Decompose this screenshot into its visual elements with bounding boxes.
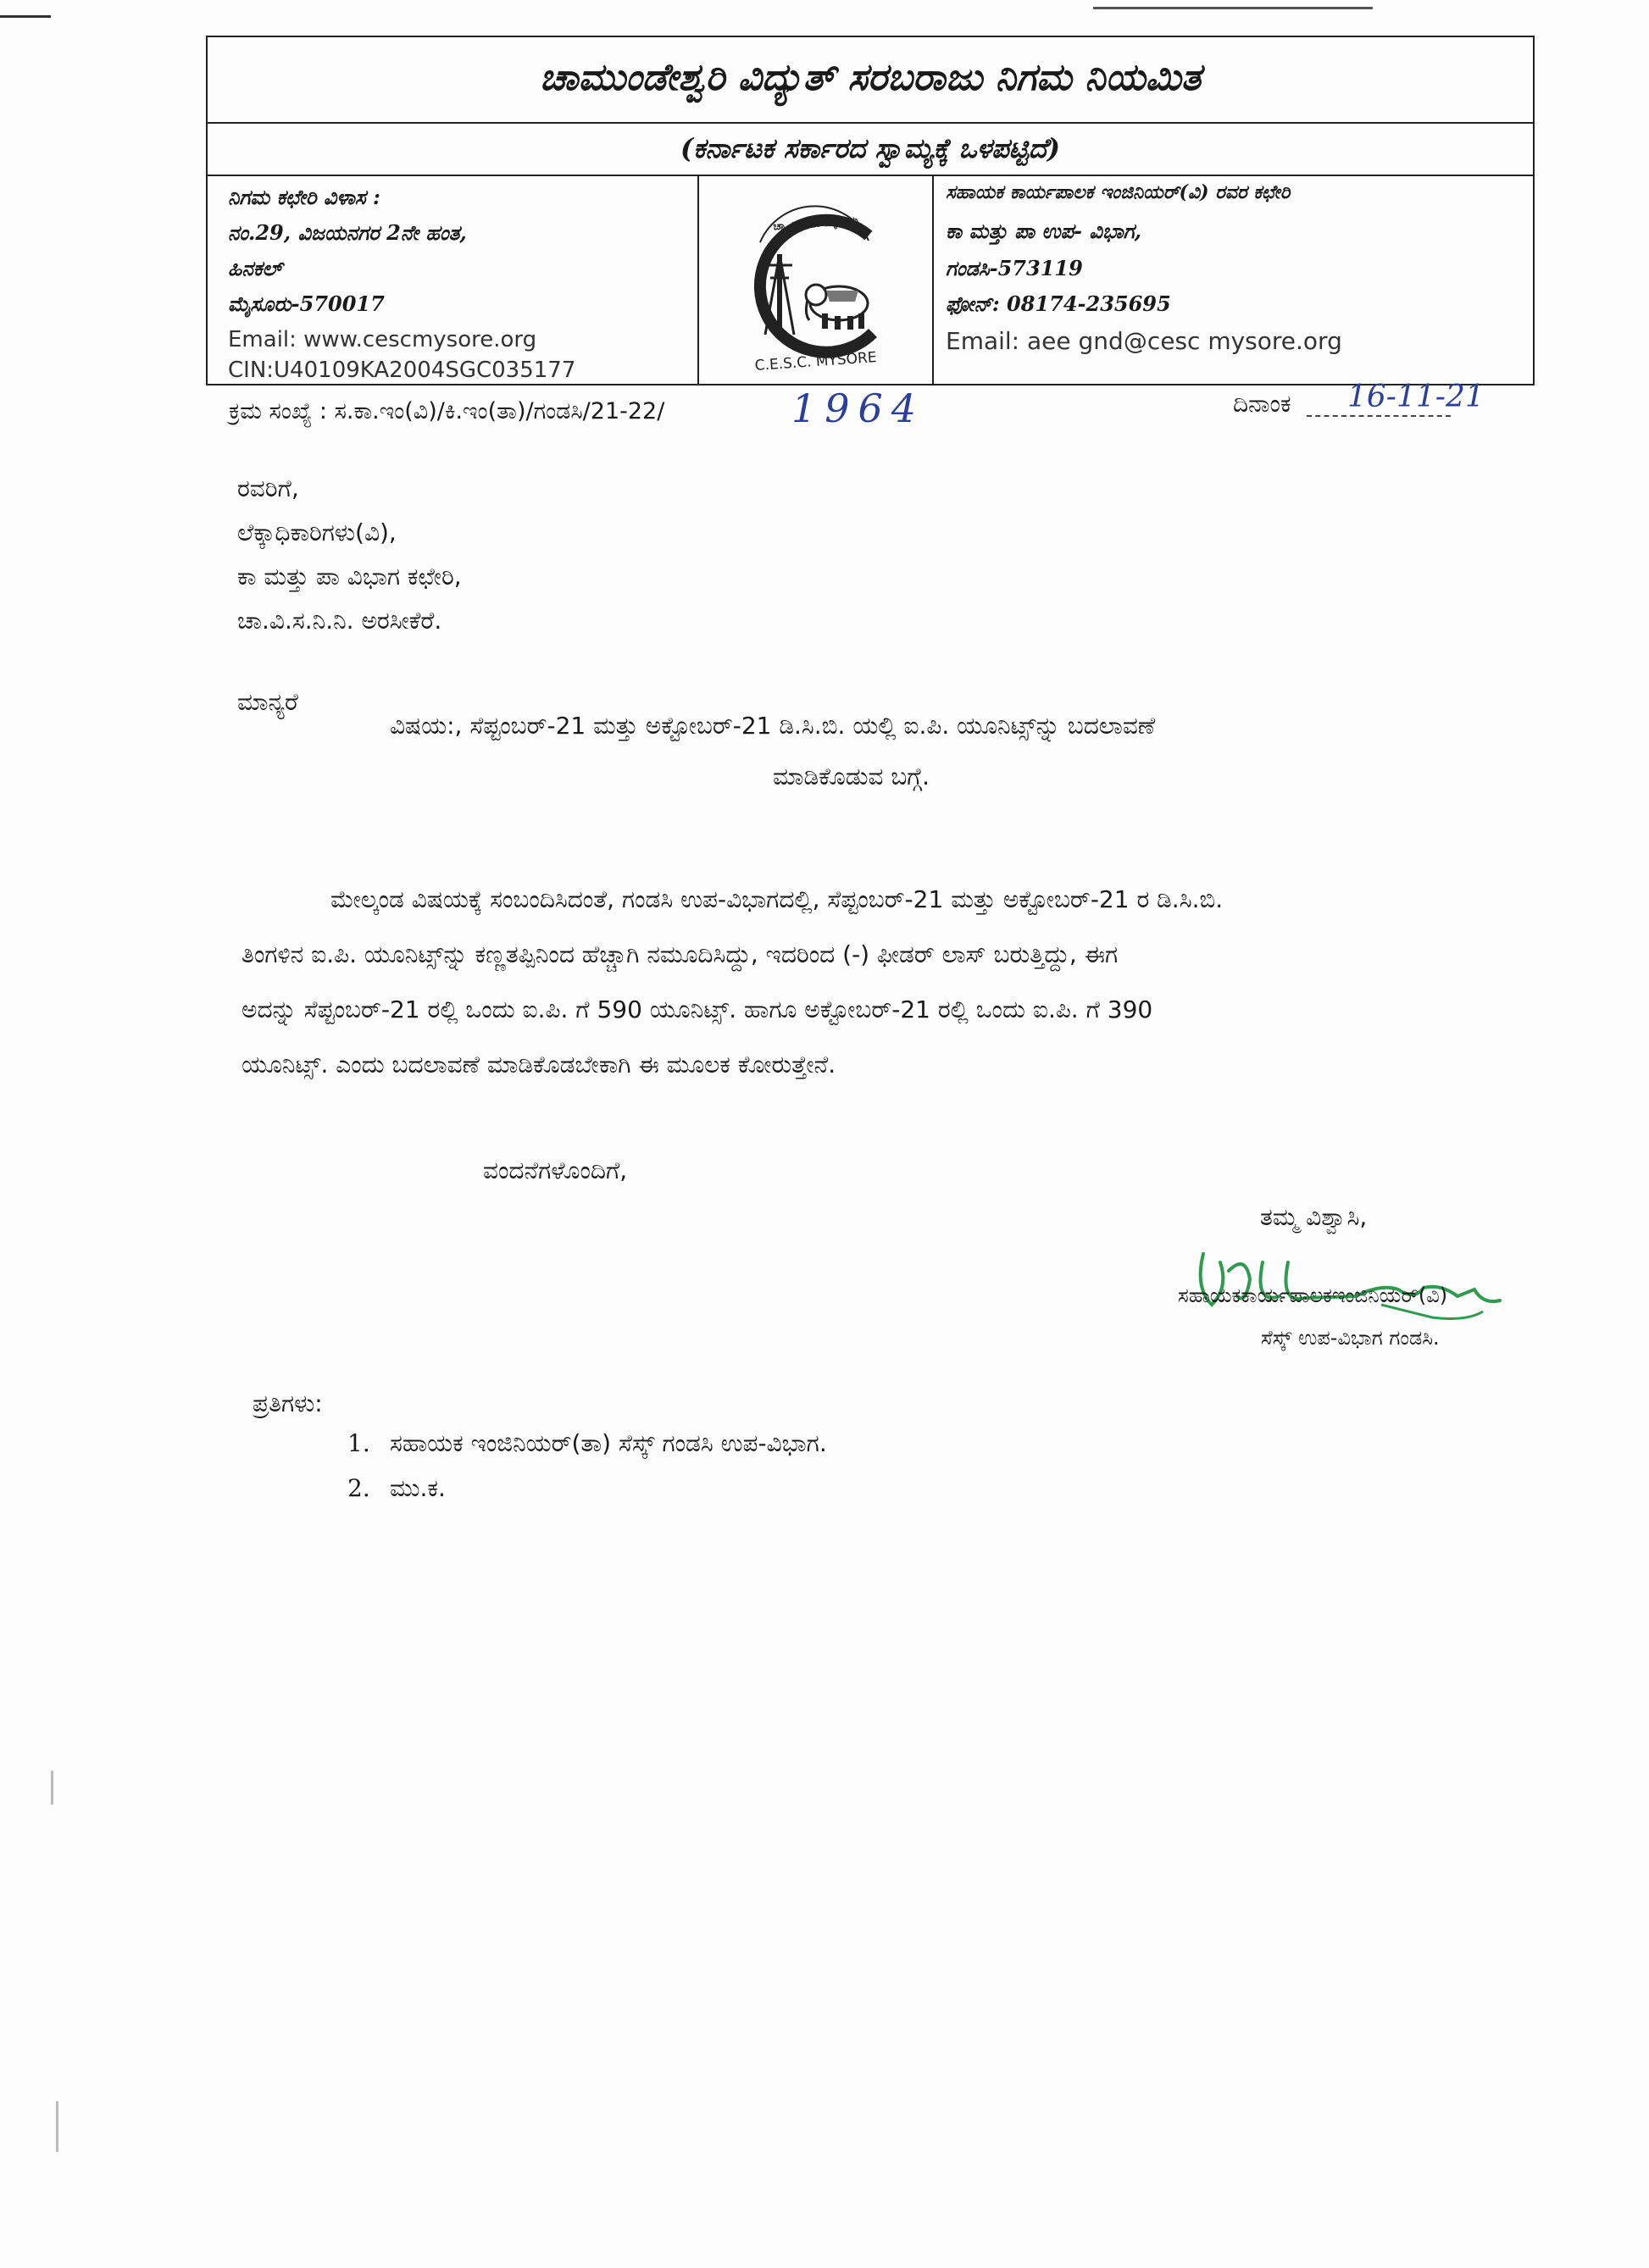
date-underline xyxy=(1307,415,1451,417)
office-pincode: ಗಂಡಸಿ-573119 xyxy=(946,256,1083,280)
addressee-greeting: ರವರಿಗೆ, xyxy=(237,474,299,502)
address-city: ಮೈಸೂರು-570017 xyxy=(228,291,385,316)
yours-faithfully: ತಮ್ಮ ವಿಶ್ವಾಸಿ, xyxy=(1260,1203,1368,1231)
letterhead xyxy=(206,36,1535,385)
signatory-designation: ಸಹಾಯಕಕಾರ್ಯಪಾಲಕಇಂಜಿನಿಯರ್(ವಿ) xyxy=(1178,1284,1448,1307)
letterhead-subtitle-row xyxy=(208,124,1533,176)
logo-bottom-text: C.E.S.C. MYSORE xyxy=(754,349,878,375)
salutation: ಮಾನ್ಯರೆ xyxy=(237,688,298,716)
letterhead-title-row xyxy=(208,37,1533,124)
copy-recipient: ಮು.ಕ. xyxy=(390,1474,446,1502)
office-phone: ಫೋನ್: 08174-235695 xyxy=(946,291,1171,316)
body-line: ತಿಂಗಳಿನ ಐ.ಪಿ. ಯೂನಿಟ್ಸ್‌ನ್ನು ಕಣ್ಣತಪ್ಪಿನಿಂದ ಹೆಚ್ಚಾಗಿ ನಮೂದಿಸಿದ್ದು, ಇದರಿಂದ (-) ಫೀಡರ್ ಲಾಸ್ ಬರುತ್ತಿದ್ದು, ಈಗ xyxy=(242,940,1119,968)
addressee-office: ಕಾ ಮತ್ತು ಪಾ ವಿಭಾಗ ಕಛೇರಿ, xyxy=(237,563,462,591)
office-heading: ಸಹಾಯಕ ಕಾರ್ಯಪಾಲಕ ಇಂಜಿನಿಯರ್(ವಿ) ರವರ ಕಛೇರಿ xyxy=(946,181,1291,203)
body-line: ಯೂನಿಟ್ಸ್. ಎಂದು ಬದಲಾವಣೆ ಮಾಡಿಕೊಡಬೇಕಾಗಿ ಈ ಮೂಲಕ ಕೋರುತ್ತೇನೆ. xyxy=(242,1051,836,1079)
scan-edge-line xyxy=(0,15,51,18)
copies-label: ಪ್ರತಿಗಳು: xyxy=(253,1389,323,1417)
logo-top-text: ಚಾ.ವಿ.ಸ.ನಿ. ಮೈಸೂರು xyxy=(772,214,859,234)
address-line: ನಂ.29, ವಿಜಯನಗರ 2ನೇ ಹಂತ, xyxy=(228,220,467,245)
date-label: ದಿನಾಂಕ xyxy=(1233,390,1291,418)
logo-cell xyxy=(699,176,934,385)
website-email: Email: www.cescmysore.org xyxy=(228,327,537,352)
copy-number: 2. xyxy=(347,1474,370,1502)
scan-speckle xyxy=(51,1771,53,1805)
organization-name: ಚಾಮುಂಡೇಶ್ವರಿ ವಿದ್ಯುತ್ ಸರಬರಾಜು ನಿಗಮ ನಿಯಮಿತ xyxy=(539,56,1202,99)
scan-speckle xyxy=(56,2101,58,2152)
address-heading: ನಿಗಮ ಕಛೇರಿ ವಿಳಾಸ : xyxy=(228,185,380,209)
cin-number: CIN:U40109KA2004SGC035177 xyxy=(228,358,576,383)
reference-number-label: ಕ್ರಮ ಸಂಖ್ಯೆ : ಸ.ಕಾ.ಇಂ(ವಿ)/ಕಿ.ಇಂ(ತಾ)/ಗಂಡಸಿ/21-22/ xyxy=(229,398,665,424)
date-handwritten: 16-11-21 xyxy=(1347,380,1485,414)
scan-edge-line xyxy=(1093,7,1373,9)
reference-number-handwritten: 1964 xyxy=(791,385,925,431)
subject-line: ಮಾಡಿಕೊಡುವ ಬಗ್ಗೆ. xyxy=(773,762,930,790)
organization-subtitle: (ಕರ್ನಾಟಕ ಸರ್ಕಾರದ ಸ್ವಾಮ್ಯಕ್ಕೆ ಒಳಪಟ್ಟಿದೆ) xyxy=(680,132,1061,164)
corporate-office-address xyxy=(208,176,699,385)
body-line: ಮೇಲ್ಕಂಡ ವಿಷಯಕ್ಕೆ ಸಂಬಂದಿಸಿದಂತೆ, ಗಂಡಸಿ ಉಪ-ವಿಭಾಗದಲ್ಲಿ, ಸೆಪ್ಟಂಬರ್-21 ಮತ್ತು ಅಕ್ಟೋಬರ್-21 ರ ಡಿ.ಸಿ.ಬಿ. xyxy=(330,885,1224,913)
body-line: ಅದನ್ನು ಸೆಪ್ಟಂಬರ್-21 ರಲ್ಲಿ ಒಂದು ಐ.ಪಿ. ಗೆ 590 ಯೂನಿಟ್ಸ್. ಹಾಗೂ ಅಕ್ಟೋಬರ್-21 ರಲ್ಲಿ ಒಂದು ಐ.ಪಿ. ಗೆ 390 xyxy=(242,995,1153,1023)
office-email: Email: aee gnd@cesc mysore.org xyxy=(946,327,1342,355)
addressee-location: ಚಾ.ವಿ.ಸ.ನಿ.ನಿ. ಅರಸೀಕೆರೆ. xyxy=(237,607,442,635)
elephant-icon xyxy=(806,285,868,330)
cesc-logo xyxy=(699,176,934,385)
copy-recipient: ಸಹಾಯಕ ಇಂಜಿನಿಯರ್(ತಾ) ಸೆಸ್ಕ್ ಗಂಡಸಿ ಉಪ-ವಿಭಾಗ. xyxy=(390,1429,827,1457)
copy-number: 1. xyxy=(347,1429,370,1457)
subject-line: ವಿಷಯ:, ಸೆಪ್ಟಂಬರ್-21 ಮತ್ತು ಅಕ್ಟೋಬರ್-21 ಡಿ.ಸಿ.ಬಿ. ಯಲ್ಲಿ ಐ.ಪಿ. ಯೂನಿಟ್ಸ್‌ನ್ನು ಬದಲಾವಣೆ xyxy=(390,712,1156,740)
signatory-office: ಸೆಸ್ಕ್ ಉಪ-ವಿಭಾಗ ಗಂಡಸಿ. xyxy=(1261,1326,1440,1350)
address-line: ಹಿನಕಲ್ xyxy=(228,256,282,280)
closing: ವಂದನೆಗಳೊಂದಿಗೆ, xyxy=(483,1156,628,1184)
sub-division-office-address xyxy=(934,176,1535,385)
addressee-designation: ಲೆಕ್ಕಾಧಿಕಾರಿಗಳು(ವಿ), xyxy=(237,518,397,546)
office-line: ಕಾ ಮತ್ತು ಪಾ ಉಪ- ವಿಭಾಗ, xyxy=(946,219,1142,243)
